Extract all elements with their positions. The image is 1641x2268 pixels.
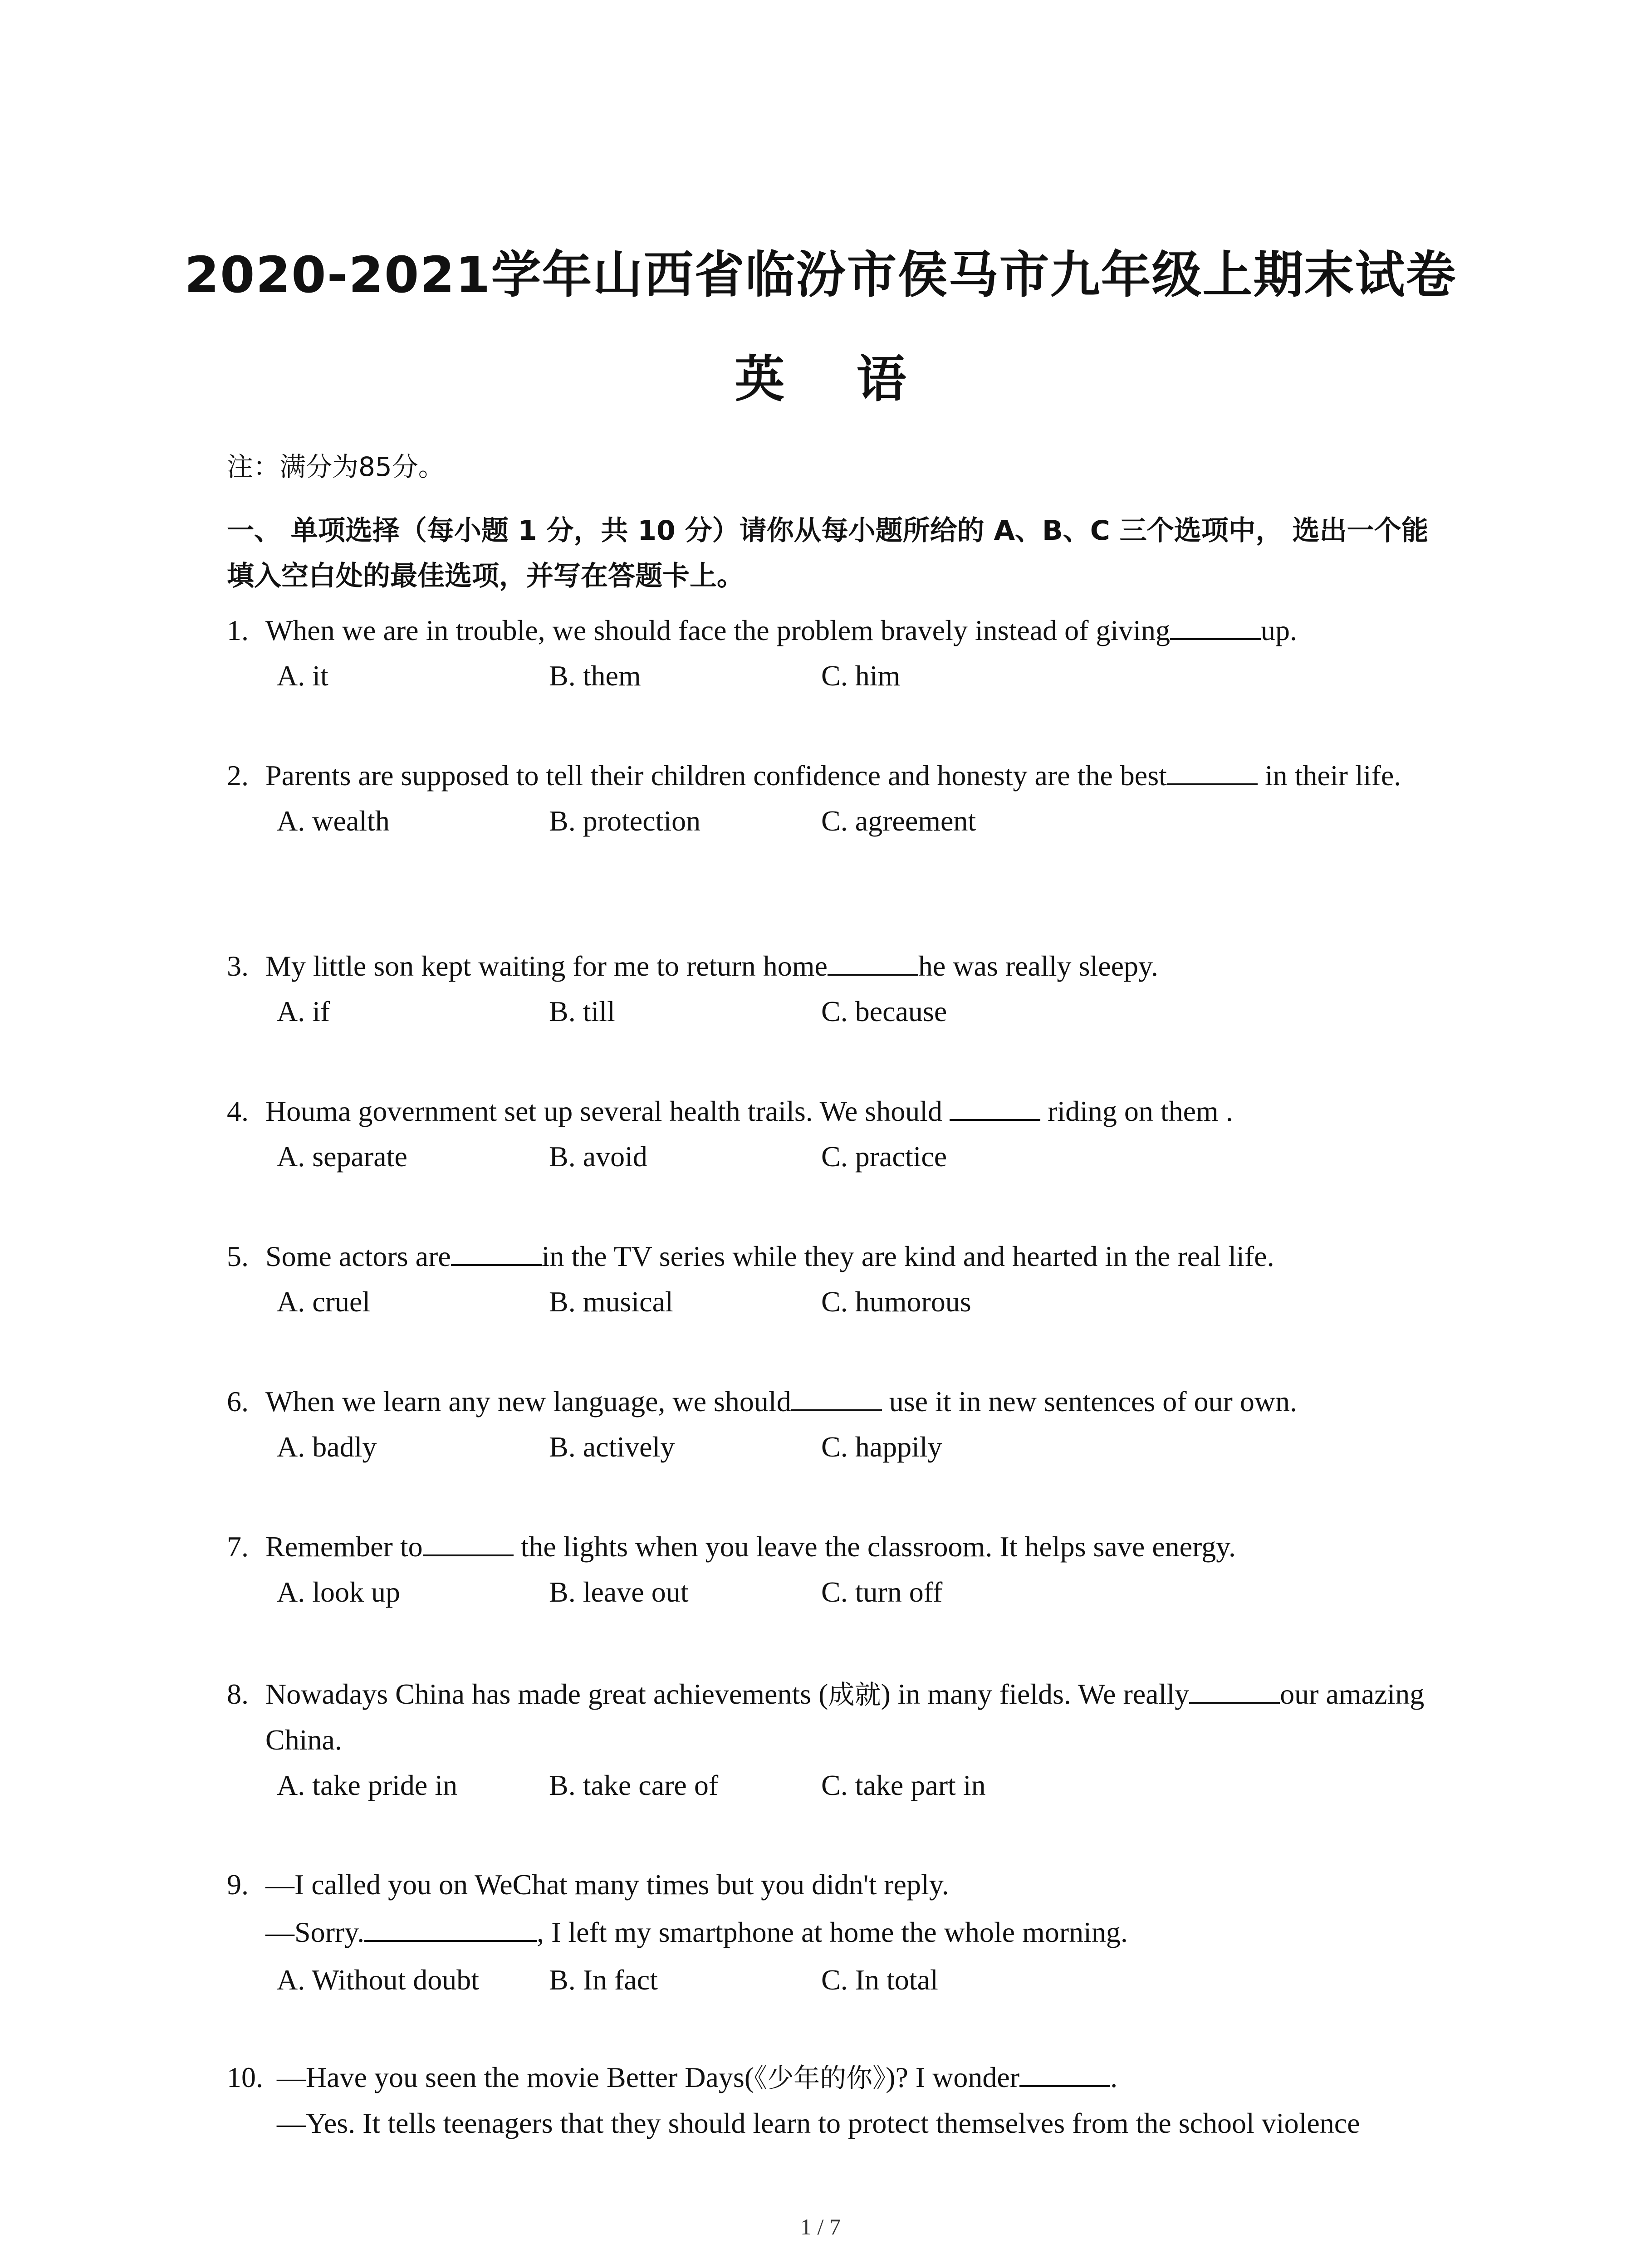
answer-blank bbox=[1170, 611, 1261, 640]
stem-text: My little son kept waiting for me to return home bbox=[265, 950, 828, 982]
option-a: A. Without doubt bbox=[277, 1964, 480, 1996]
stem-chinese-gloss: 《少年的你》 bbox=[754, 2063, 886, 2093]
option-a: A. wealth bbox=[277, 805, 390, 837]
question-number: 8. bbox=[227, 1678, 249, 1710]
stem-text: ) in many fields. We really bbox=[881, 1678, 1190, 1710]
answer-blank bbox=[1189, 1675, 1280, 1704]
option-a: A. separate bbox=[277, 1140, 407, 1173]
answer-blank bbox=[364, 1913, 537, 1942]
option-c: C. because bbox=[821, 995, 947, 1027]
options bbox=[227, 1279, 1452, 1325]
question-stem bbox=[227, 608, 1452, 653]
stem-text: Parents are supposed to tell their children confidence and honesty are the best bbox=[265, 759, 1167, 792]
answer-blank bbox=[451, 1237, 542, 1266]
question-number: 1. bbox=[227, 614, 249, 646]
option-a: A. it bbox=[277, 660, 328, 692]
stem-text: )? I wonder bbox=[886, 2061, 1020, 2093]
stem-text: up. bbox=[1261, 614, 1297, 646]
option-b: B. avoid bbox=[549, 1140, 647, 1173]
option-a: A. cruel bbox=[277, 1286, 371, 1318]
option-b: B. In fact bbox=[549, 1964, 658, 1996]
stem-text: our amazing China. bbox=[265, 1678, 1425, 1756]
stem-text: When we learn any new language, we should bbox=[265, 1385, 791, 1418]
option-c: C. agreement bbox=[821, 805, 976, 837]
options bbox=[227, 989, 1452, 1034]
question-3 bbox=[227, 943, 1452, 1034]
option-c: C. happily bbox=[821, 1431, 942, 1463]
question-stem bbox=[227, 1524, 1452, 1569]
question-1 bbox=[227, 608, 1452, 699]
stem-text: he was really sleepy. bbox=[918, 950, 1158, 982]
question-stem bbox=[227, 1672, 1452, 1763]
question-stem bbox=[227, 1089, 1452, 1134]
option-c: C. In total bbox=[821, 1964, 938, 1996]
options bbox=[227, 798, 1452, 844]
option-a: A. if bbox=[277, 995, 330, 1027]
question-7 bbox=[227, 1524, 1452, 1615]
stem-text: Some actors are bbox=[265, 1240, 451, 1272]
question-10 bbox=[227, 2055, 1452, 2146]
options bbox=[227, 1569, 1452, 1615]
stem-text: Nowadays China has made great achievements ( bbox=[265, 1678, 828, 1710]
options bbox=[227, 1134, 1452, 1179]
question-number: 7. bbox=[227, 1530, 249, 1563]
question-2 bbox=[227, 753, 1452, 844]
dialogue-line: —I called you on WeChat many times but you didn't reply. bbox=[265, 1868, 949, 1901]
page-number: 1 / 7 bbox=[800, 2214, 841, 2239]
option-b: B. musical bbox=[549, 1286, 673, 1318]
stem-text: , I left my smartphone at home the whole morning. bbox=[537, 1916, 1128, 1948]
question-stem bbox=[227, 2055, 1452, 2101]
stem-text: Houma government set up several health trails. We should bbox=[265, 1095, 950, 1127]
question-number: 2. bbox=[227, 759, 249, 792]
option-c: C. him bbox=[821, 660, 901, 692]
question-stem bbox=[227, 943, 1452, 989]
question-number: 6. bbox=[227, 1385, 249, 1418]
question-number: 3. bbox=[227, 950, 249, 982]
question-6 bbox=[227, 1379, 1452, 1470]
stem-text: the lights when you leave the classroom. It helps save energy. bbox=[513, 1530, 1236, 1563]
option-b: B. them bbox=[549, 660, 641, 692]
option-b: B. take care of bbox=[549, 1769, 719, 1801]
option-a: A. take pride in bbox=[277, 1769, 458, 1801]
option-c: C. take part in bbox=[821, 1769, 986, 1801]
stem-chinese-gloss: 成就 bbox=[828, 1679, 881, 1710]
answer-blank bbox=[791, 1382, 882, 1411]
stem-text: —Have you seen the movie Better Days( bbox=[277, 2061, 754, 2093]
question-8 bbox=[227, 1672, 1452, 1808]
answer-blank bbox=[423, 1527, 514, 1556]
stem-text: When we are in trouble, we should face the problem bravely instead of giving bbox=[265, 614, 1170, 646]
question-number: 10. bbox=[227, 2061, 263, 2093]
exam-title: 2020-2021学年山西省临汾市侯马市九年级上期末试卷 bbox=[184, 246, 1457, 304]
option-b: B. actively bbox=[549, 1431, 675, 1463]
option-a: A. look up bbox=[277, 1576, 400, 1608]
option-b: B. leave out bbox=[549, 1576, 689, 1608]
option-b: B. protection bbox=[549, 805, 701, 837]
stem-text: in the TV series while they are kind and hearted in the real life. bbox=[541, 1240, 1274, 1272]
answer-blank bbox=[950, 1092, 1040, 1121]
question-number: 5. bbox=[227, 1240, 249, 1272]
subject-title: 英 语 bbox=[735, 350, 934, 408]
stem-text: in their life. bbox=[1257, 759, 1401, 792]
stem-text: riding on them . bbox=[1040, 1095, 1233, 1127]
options bbox=[227, 1957, 1452, 2003]
answer-blank bbox=[828, 947, 918, 976]
section-heading: 一、 单项选择（每小题 1 分，共 10 分）请你从每小题所给的 A、B、C 三个选项中， 选出一个能填入空白处的最佳选项，并写在答题卡上。 bbox=[227, 515, 1429, 592]
question-number: 9. bbox=[227, 1868, 249, 1901]
answer-blank bbox=[1167, 756, 1258, 785]
question-9 bbox=[227, 1862, 1452, 2003]
stem-text: use it in new sentences of our own. bbox=[882, 1385, 1298, 1418]
dialogue-reply bbox=[227, 1907, 1452, 1957]
options bbox=[227, 1424, 1452, 1470]
option-b: B. till bbox=[549, 995, 615, 1027]
option-c: C. turn off bbox=[821, 1576, 943, 1608]
score-note: 注：满分为85分。 bbox=[227, 451, 445, 482]
question-stem bbox=[227, 1862, 1452, 1907]
stem-text: —Sorry. bbox=[265, 1916, 365, 1948]
question-stem bbox=[227, 1379, 1452, 1424]
dialogue-reply: —Yes. It tells teenagers that they should learn to protect themselves from the school violence bbox=[277, 2107, 1360, 2139]
answer-blank bbox=[1019, 2058, 1110, 2087]
question-4 bbox=[227, 1089, 1452, 1179]
question-stem bbox=[227, 753, 1452, 798]
option-a: A. badly bbox=[277, 1431, 377, 1463]
options bbox=[227, 1763, 1452, 1808]
stem-text: . bbox=[1110, 2061, 1118, 2093]
options bbox=[227, 653, 1452, 699]
question-stem bbox=[227, 1234, 1452, 1279]
question-5 bbox=[227, 1234, 1452, 1325]
stem-text: Remember to bbox=[265, 1530, 423, 1563]
question-number: 4. bbox=[227, 1095, 249, 1127]
option-c: C. humorous bbox=[821, 1286, 971, 1318]
option-c: C. practice bbox=[821, 1140, 947, 1173]
